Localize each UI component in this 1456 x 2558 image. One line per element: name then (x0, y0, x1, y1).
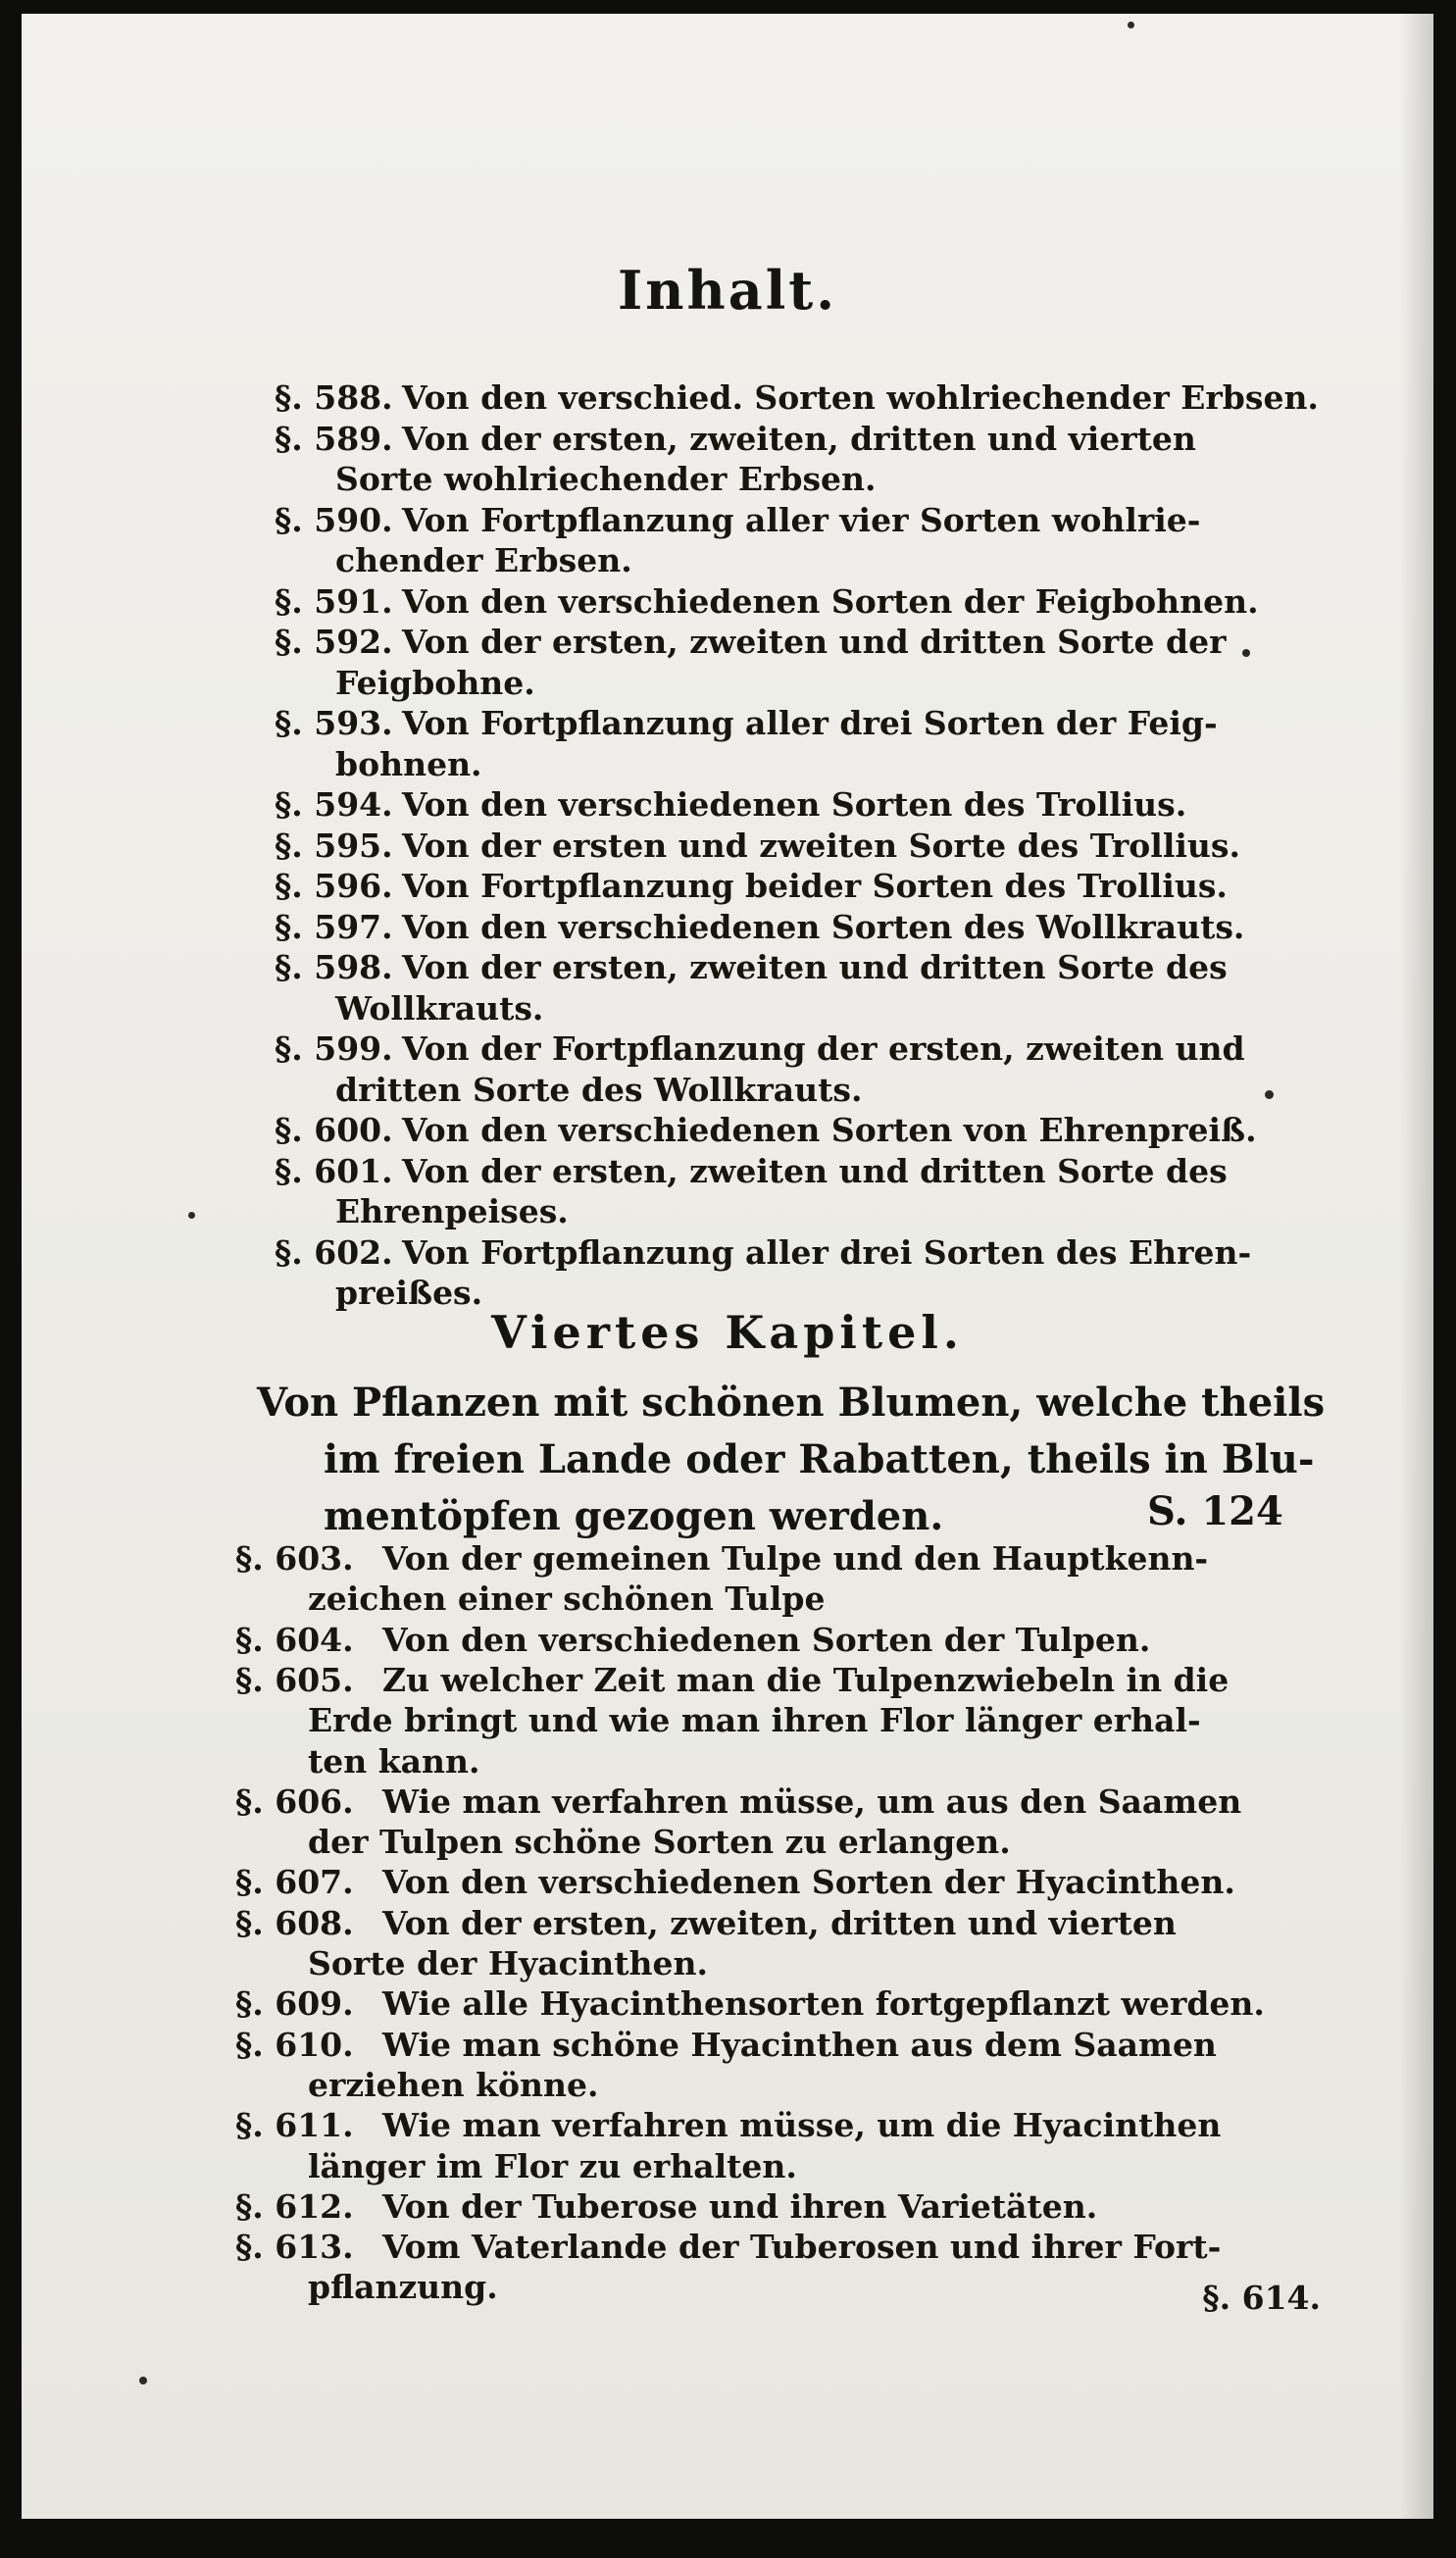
toc-entry-continuation: Feigbohne. (335, 663, 535, 702)
page-edge-shadow (1400, 14, 1433, 2519)
toc-entry-number: §. 600. (275, 1111, 393, 1149)
toc-entry-title: Wie man verfahren müsse, um die Hyacinthen (382, 2106, 1222, 2145)
ink-speck (1128, 22, 1134, 28)
toc-entry-continuation: zeichen einer schönen Tulpe (308, 1580, 826, 1619)
toc-entry-title: Von den verschiedenen Sorten des Wollkrauts. (402, 907, 1245, 946)
toc-entry-title: Von den verschiedenen Sorten der Tulpen. (382, 1620, 1151, 1659)
toc-entry-continuation: ten kann. (308, 1741, 480, 1781)
toc-entry-title: Von den verschiedenen Sorten von Ehrenpreiß. (402, 1111, 1257, 1149)
toc-entry-number: §. 602. (275, 1232, 393, 1272)
book-page (22, 14, 1433, 2519)
toc-entry-number: §. 607. (235, 1863, 354, 1902)
toc-entry-title: Von der ersten, zweiten, dritten und vierten (382, 1903, 1177, 1942)
toc-entry-title: Von Fortpflanzung aller drei Sorten der Feig- (402, 704, 1218, 742)
toc-entry-continuation: Sorte der Hyacinthen. (308, 1944, 708, 1982)
toc-entry-continuation: dritten Sorte des Wollkrauts. (335, 1070, 863, 1109)
toc-entry-title: Von der gemeinen Tulpe und den Hauptkenn- (382, 1539, 1209, 1578)
chapter-page-ref: S. 124 (1147, 1488, 1283, 1534)
toc-entry-number: §. 606. (235, 1781, 354, 1821)
toc-entry-number: §. 611. (235, 2106, 354, 2145)
toc-entry-number: §. 594. (275, 785, 393, 824)
chapter-heading: Viertes Kapitel. (491, 1306, 964, 1359)
toc-entry-number: §. 597. (275, 907, 393, 946)
toc-entry-title: Wie alle Hyacinthensorten fortgepflanzt werden. (382, 1984, 1265, 2024)
toc-entry-number: §. 604. (235, 1620, 354, 1659)
toc-entry-title: Von den verschied. Sorten wohlriechender Erbsen. (402, 378, 1319, 417)
toc-entry-title: Wie man schöne Hyacinthen aus dem Saamen (382, 2025, 1217, 2064)
toc-entry-number: §. 592. (275, 623, 393, 661)
toc-entry-title: Wie man verfahren müsse, um aus den Saamen (382, 1781, 1242, 1821)
toc-entry-number: §. 599. (275, 1029, 393, 1068)
toc-entry-continuation: der Tulpen schöne Sorten zu erlangen. (308, 1823, 1011, 1862)
toc-entry-title: Von der ersten, zweiten, dritten und vierten (402, 419, 1196, 458)
toc-entry-number: §. 603. (235, 1539, 354, 1578)
chapter-description-line-1: Von Pflanzen mit schönen Blumen, welche theils (257, 1379, 1326, 1426)
toc-entry-title: Von der ersten, zweiten und dritten Sorte der (402, 623, 1227, 661)
toc-entry-continuation: pflanzung. (308, 2268, 498, 2307)
toc-entry-number: §. 608. (235, 1903, 354, 1942)
toc-entry-number: §. 609. (235, 1984, 354, 2024)
toc-entry-continuation: Wollkrauts. (335, 988, 544, 1028)
toc-entry-title: Zu welcher Zeit man die Tulpenzwiebeln in die (382, 1660, 1230, 1699)
toc-entry-continuation: erziehen könne. (308, 2065, 599, 2104)
toc-entry-number: §. 613. (235, 2228, 354, 2267)
toc-entry-title: Von der ersten und zweiten Sorte des Trollius. (402, 826, 1240, 865)
toc-entry-number: §. 612. (235, 2186, 354, 2226)
toc-entry-continuation: bohnen. (335, 744, 482, 783)
toc-entry-continuation: länger im Flor zu erhalten. (308, 2146, 797, 2185)
toc-entry-number: §. 591. (275, 581, 393, 621)
toc-entry-continuation: chender Erbsen. (335, 541, 632, 579)
toc-entry-title: Von den verschiedenen Sorten der Hyacinthen. (382, 1863, 1235, 1902)
toc-entry-title: Von der ersten, zweiten und dritten Sorte des (402, 948, 1228, 986)
toc-entry-title: Von Fortpflanzung aller drei Sorten des Ehren- (402, 1232, 1252, 1272)
toc-entry-number: §. 596. (275, 867, 393, 905)
toc-entry-number: §. 605. (235, 1660, 354, 1699)
ink-speck (188, 1212, 195, 1219)
ink-speck (1242, 649, 1250, 657)
toc-entry-title: Von Fortpflanzung aller vier Sorten wohlrie- (402, 500, 1201, 539)
toc-entry-title: Von den verschiedenen Sorten der Feigbohnen. (402, 581, 1259, 621)
toc-entry-number: §. 610. (235, 2025, 354, 2064)
toc-entry-continuation: Erde bringt und wie man ihren Flor länger erhal- (308, 1701, 1201, 1740)
toc-entry-number: §. 598. (275, 948, 393, 986)
ink-speck (139, 2377, 147, 2384)
toc-entry-title: Von der Fortpflanzung der ersten, zweiten und (402, 1029, 1245, 1068)
toc-entry-number: §. 593. (275, 704, 393, 742)
toc-entry-number: §. 590. (275, 500, 393, 539)
toc-entry-title: Von den verschiedenen Sorten des Trollius. (402, 785, 1187, 824)
toc-entry-number: §. 588. (275, 378, 393, 417)
toc-entry-number: §. 601. (275, 1151, 393, 1190)
page-title: Inhalt. (617, 259, 838, 322)
chapter-description-line-2: im freien Lande oder Rabatten, theils in Blu- (324, 1436, 1315, 1482)
toc-entry-continuation: Sorte wohlriechender Erbsen. (335, 460, 877, 498)
toc-entry-title: Von der Tuberose und ihren Varietäten. (382, 2186, 1098, 2226)
chapter-description-line-3: mentöpfen gezogen werden. (324, 1493, 944, 1539)
toc-entry-title: Von Fortpflanzung beider Sorten des Trollius. (402, 867, 1228, 905)
ink-speck (1265, 1090, 1274, 1099)
toc-entry-number: §. 589. (275, 419, 393, 458)
catchword: §. 614. (1202, 2279, 1321, 2317)
toc-entry-continuation: Ehrenpeises. (335, 1192, 569, 1230)
toc-entry-title: Vom Vaterlande der Tuberosen und ihrer Fort- (382, 2228, 1222, 2267)
toc-entry-continuation: preißes. (335, 1274, 483, 1312)
toc-entry-title: Von der ersten, zweiten und dritten Sorte des (402, 1151, 1228, 1190)
toc-entry-number: §. 595. (275, 826, 393, 865)
